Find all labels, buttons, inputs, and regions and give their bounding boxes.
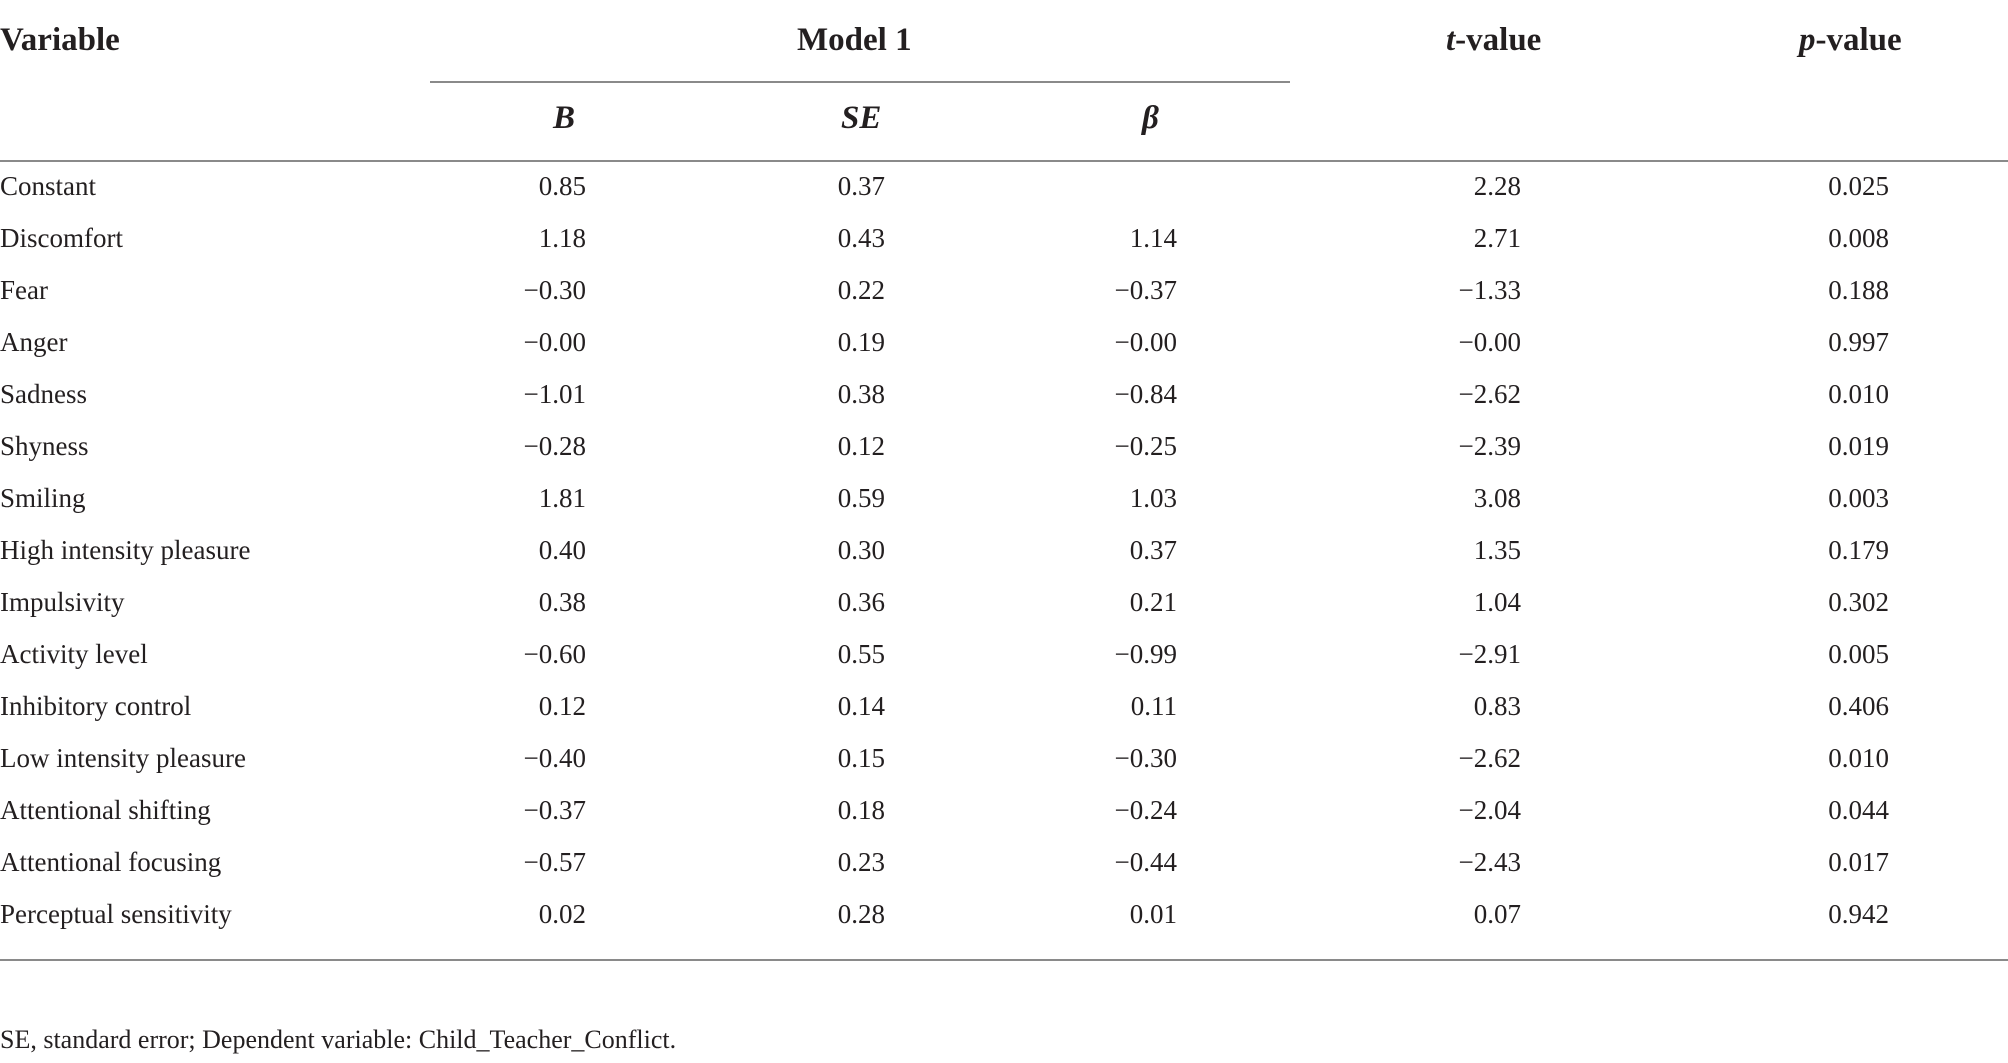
cell-t-value: −2.39 (1458, 431, 1521, 461)
cell-p-value: 0.188 (1828, 275, 1889, 305)
cell-p-value: 0.017 (1828, 847, 1889, 877)
table-row (0, 732, 2008, 784)
cell-se: 0.19 (837, 327, 885, 357)
cell-variable: Attentional focusing (0, 847, 222, 877)
cell-beta: 0.11 (1130, 691, 1177, 721)
table-row (0, 316, 2008, 368)
table-row (0, 836, 2008, 888)
cell-t-value: 3.08 (1473, 483, 1521, 513)
cell-se: 0.12 (837, 431, 885, 461)
cell-b: 0.85 (538, 171, 586, 201)
cell-t-value: −2.62 (1458, 379, 1521, 409)
cell-se: 0.38 (837, 379, 885, 409)
cell-p-value: 0.008 (1828, 223, 1889, 253)
cell-b: −0.00 (523, 327, 586, 357)
cell-beta: 0.37 (1129, 535, 1177, 565)
cell-b: −0.60 (523, 639, 586, 669)
cell-t-value: 1.35 (1473, 535, 1521, 565)
cell-t-value: 2.71 (1473, 223, 1521, 253)
cell-p-value: 0.997 (1828, 327, 1889, 357)
cell-beta: −0.37 (1114, 275, 1177, 305)
cell-t-value: −2.62 (1458, 743, 1521, 773)
cell-t-value: −2.04 (1458, 795, 1521, 825)
cell-beta: 1.14 (1129, 223, 1177, 253)
cell-b: 0.40 (538, 535, 586, 565)
cell-se: 0.36 (837, 587, 885, 617)
cell-variable: High intensity pleasure (0, 535, 251, 565)
cell-variable: Discomfort (0, 223, 123, 253)
header-beta: β (1142, 100, 1159, 136)
table-row (0, 212, 2008, 264)
table-footnote: SE, standard error; Dependent variable: Child_Teacher_Conflict. (0, 1025, 677, 1054)
cell-p-value: 0.179 (1828, 535, 1889, 565)
cell-t-value: 1.04 (1473, 587, 1521, 617)
header-b: B (553, 100, 576, 136)
cell-b: 0.38 (538, 587, 586, 617)
cell-t-value: −1.33 (1458, 275, 1521, 305)
cell-b: 1.81 (538, 483, 586, 513)
cell-p-value: 0.044 (1828, 795, 1889, 825)
table-row (0, 368, 2008, 420)
cell-variable: Shyness (0, 431, 89, 461)
cell-b: −1.01 (523, 379, 586, 409)
cell-t-value: 0.83 (1473, 691, 1521, 721)
cell-p-value: 0.406 (1828, 691, 1889, 721)
table-row (0, 628, 2008, 680)
cell-variable: Impulsivity (0, 587, 125, 617)
cell-p-value: 0.302 (1828, 587, 1889, 617)
cell-t-value: −2.91 (1458, 639, 1521, 669)
cell-variable: Attentional shifting (0, 795, 211, 825)
header-t-value (1446, 16, 1541, 64)
cell-se: 0.30 (837, 535, 885, 565)
cell-variable: Sadness (0, 379, 87, 409)
cell-se: 0.28 (837, 899, 885, 929)
cell-b: −0.37 (523, 795, 586, 825)
header-p-italic: p (1799, 22, 1816, 58)
cell-variable: Perceptual sensitivity (0, 899, 232, 929)
cell-b: 0.12 (538, 691, 586, 721)
cell-se: 0.59 (837, 483, 885, 513)
cell-variable: Fear (0, 275, 48, 305)
cell-se: 0.22 (837, 275, 885, 305)
cell-p-value: 0.005 (1828, 639, 1889, 669)
cell-t-value: 0.07 (1473, 899, 1521, 929)
header-se: SE (841, 100, 882, 136)
cell-variable: Constant (0, 171, 97, 201)
cell-beta: −0.44 (1114, 847, 1177, 877)
cell-p-value: 0.010 (1828, 379, 1889, 409)
cell-p-value: 0.003 (1828, 483, 1889, 513)
table-row (0, 888, 2008, 940)
header-variable: Variable (0, 22, 120, 58)
header-t-suffix: -value (1455, 22, 1542, 58)
cell-b: 0.02 (538, 899, 586, 929)
cell-b: −0.28 (523, 431, 586, 461)
cell-variable: Inhibitory control (0, 691, 192, 721)
header-model-1: Model 1 (797, 22, 912, 58)
table-row (0, 680, 2008, 732)
cell-se: 0.43 (837, 223, 885, 253)
table-row (0, 576, 2008, 628)
cell-se: 0.23 (837, 847, 885, 877)
cell-variable: Low intensity pleasure (0, 743, 246, 773)
cell-p-value: 0.019 (1828, 431, 1889, 461)
cell-p-value: 0.942 (1828, 899, 1889, 929)
cell-t-value: −0.00 (1458, 327, 1521, 357)
cell-t-value: 2.28 (1473, 171, 1521, 201)
table-row (0, 784, 2008, 836)
cell-beta: −0.84 (1114, 379, 1177, 409)
cell-p-value: 0.010 (1828, 743, 1889, 773)
cell-se: 0.15 (837, 743, 885, 773)
header-p-suffix: -value (1815, 22, 1902, 58)
cell-beta: −0.99 (1114, 639, 1177, 669)
cell-b: −0.40 (523, 743, 586, 773)
cell-se: 0.55 (837, 639, 885, 669)
table-row (0, 472, 2008, 524)
cell-b: 1.18 (538, 223, 586, 253)
cell-beta: 0.21 (1129, 587, 1177, 617)
table-row (0, 420, 2008, 472)
cell-se: 0.18 (837, 795, 885, 825)
cell-variable: Activity level (0, 639, 148, 669)
cell-beta: 0.01 (1129, 899, 1177, 929)
table-bottom-rule (0, 959, 2008, 961)
header-p-value (1799, 16, 1902, 64)
cell-variable: Smiling (0, 483, 86, 513)
cell-t-value: −2.43 (1458, 847, 1521, 877)
cell-beta: −0.24 (1114, 795, 1177, 825)
cell-b: −0.30 (523, 275, 586, 305)
table-row (0, 524, 2008, 576)
header-t-italic: t (1446, 22, 1456, 58)
cell-se: 0.14 (837, 691, 885, 721)
model-1-span-rule (430, 81, 1290, 83)
cell-beta: −0.30 (1114, 743, 1177, 773)
cell-p-value: 0.025 (1828, 171, 1889, 201)
cell-se: 0.37 (837, 171, 885, 201)
cell-beta: 1.03 (1129, 483, 1177, 513)
table-row (0, 160, 2008, 212)
cell-beta: −0.00 (1114, 327, 1177, 357)
cell-beta: −0.25 (1114, 431, 1177, 461)
cell-b: −0.57 (523, 847, 586, 877)
table-row (0, 264, 2008, 316)
cell-variable: Anger (0, 327, 68, 357)
